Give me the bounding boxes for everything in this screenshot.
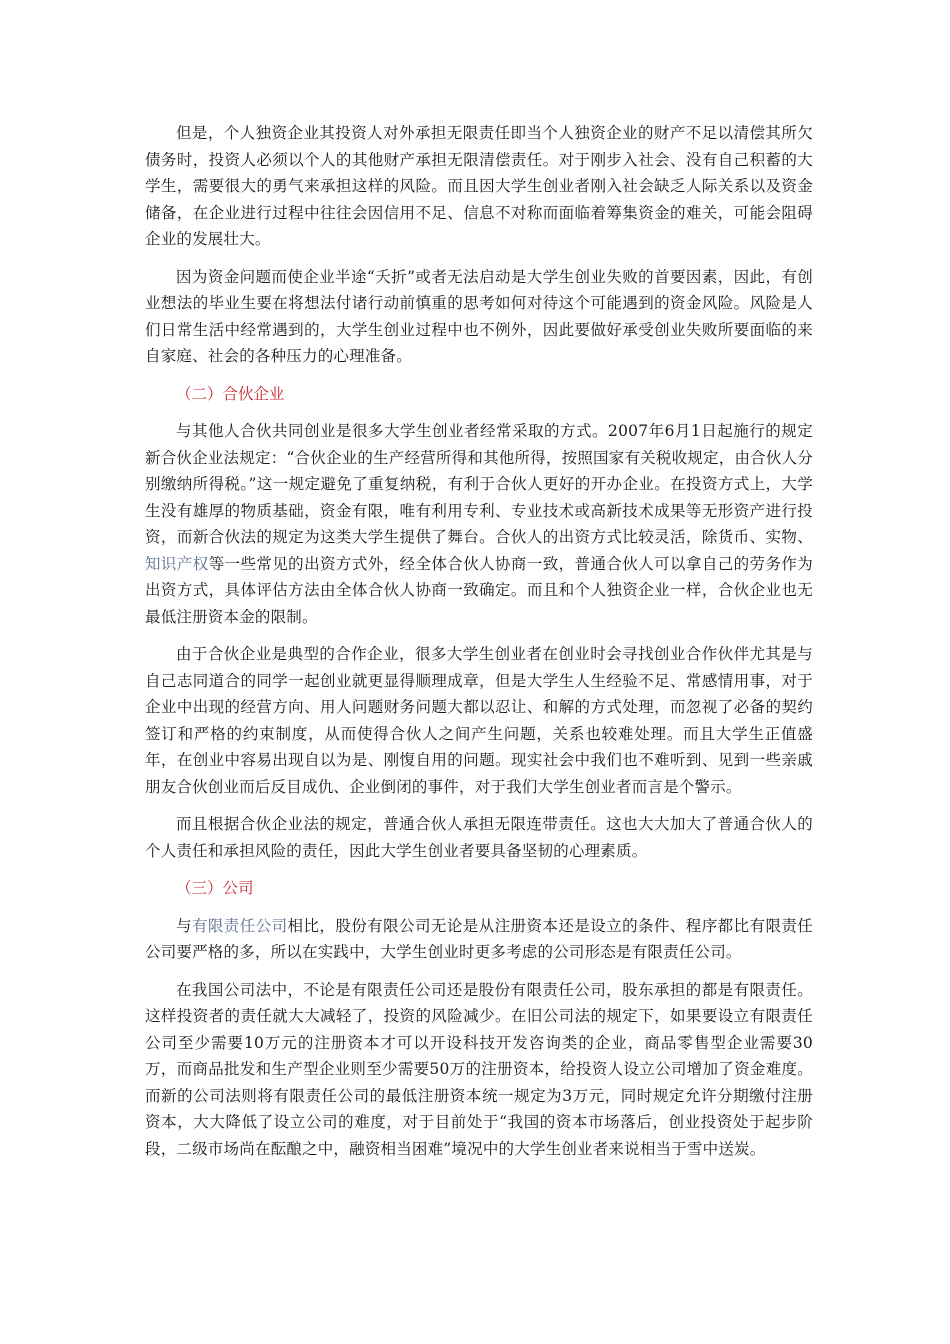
partnership-text-part2: 等一些常见的出资方式外，经全体合伙人协商一致，普通合伙人可以拿自己的劳务作为出资方式，具体评估方法由全体合伙人协商一致确定。而且和个人独资企业一样，合伙企业也无最低注册资本金的限制。	[145, 554, 813, 626]
paragraph-partnership-issues: 由于合伙企业是典型的合作企业，很多大学生创业者在创业时会寻找创业合作伙伴尤其是与自己志同道合的同学一起创业就更显得顺理成章，但是大学生人生经验不足、常感情用事，对于企业中出现的经营方向、用人问题财务问题大都以忍让、和解的方式处理，而忽视了必备的契约签订和严格的约束制度，从而使得合伙人之间产生问题，关系也较难处理。而且大学生正值盛年，在创业中容易出现自以为是、刚愎自用的问题。现实社会中我们也不难听到、见到一些亲戚朋友合伙创业而后反目成仇、企业倒闭的事件，对于我们大学生创业者而言是个警示。	[145, 645, 813, 796]
section-heading-company: （三）公司	[176, 879, 254, 897]
paragraph-company-law: 在我国公司法中，不论是有限责任公司还是股份有限责任公司，股东承担的都是有限责任。这样投资者的责任就大大减轻了，投资的风险减少。在旧公司法的规定下，如果要设立有限责任公司至少需要10万元的注册资本才可以开设科技开发咨询类的企业，商品零售型企业需要30万，而商品批发和生产型企业则至少需要50万的注册资本，给投资人设立公司增加了资金难度。而新的公司法则将有限责任公司的最低注册资本统一规定为3万元，同时规定允许分期缴付注册资本，大大降低了设立公司的难度，对于目前处于“我国的资本市场落后，创业投资处于起步阶段，二级市场尚在酝酿之中，融资相当困难”境况中的大学生创业者来说相当于雪中送炭。	[145, 980, 813, 1158]
llc-link[interactable]: 有限责任公司	[191, 916, 288, 935]
section-heading-partnership: （二）合伙企业	[176, 384, 285, 403]
partnership-text-part1: 与其他人合伙共同创业是很多大学生创业者经常采取的方式。2007年6月1日起施行的规定新合伙企业法规定：“合伙企业的生产经营所得和其他所得，按照国家有关税收规定，由合伙人分别缴纳所得税。”这一规定避免了重复纳税，有利于合伙人更好的开办企业。在投资方式上，大学生没有雄厚的物质基础，资金有限，唯有利用专利、专业技术或高新技术成果等无形资产进行投资，而新合伙法的规定为这类大学生提供了舞台。合伙人的出资方式比较灵活，除货币、实物、	[145, 422, 813, 546]
paragraph-company-comparison	[145, 913, 813, 966]
paragraph-funding-risk: 因为资金问题而使企业半途“夭折”或者无法启动是大学生创业失败的首要因素，因此，有创业想法的毕业生要在将想法付诸行动前慎重的思考如何对待这个可能遇到的资金风险。风险是人们日常生活中经常遇到的，大学生创业过程中也不例外，因此要做好承受创业失败所要面临的来自家庭、社会的各种压力的心理准备。	[145, 267, 813, 365]
paragraph-sole-proprietorship-risk: 但是，个人独资企业其投资人对外承担无限责任即当个人独资企业的财产不足以清偿其所欠债务时，投资人必须以个人的其他财产承担无限清偿责任。对于刚步入社会、没有自己积蓄的大学生，需要很大的勇气来承担这样的风险。而且因大学生创业者刚入社会缺乏人际关系以及资金储备，在企业进行过程中往往会因信用不足、信息不对称而面临着筹集资金的难关，可能会阻碍企业的发展壮大。	[145, 124, 813, 248]
ip-link[interactable]: 知识产权	[145, 554, 209, 573]
paragraph-unlimited-liability: 而且根据合伙企业法的规定，普通合伙人承担无限连带责任。这也大大加大了普通合伙人的个人责任和承担风险的责任，因此大学生创业者要具备坚韧的心理素质。	[145, 815, 813, 860]
company-text-prefix: 与	[176, 916, 192, 935]
paragraph-partnership-law	[145, 418, 813, 630]
company-text-rest: 相比，股份有限公司无论是从注册资本还是设立的条件、程序都比有限责任公司要严格的多，所以在实践中，大学生创业时更多考虑的公司形态是有限责任公司。	[145, 916, 814, 961]
document-page	[145, 120, 813, 1173]
